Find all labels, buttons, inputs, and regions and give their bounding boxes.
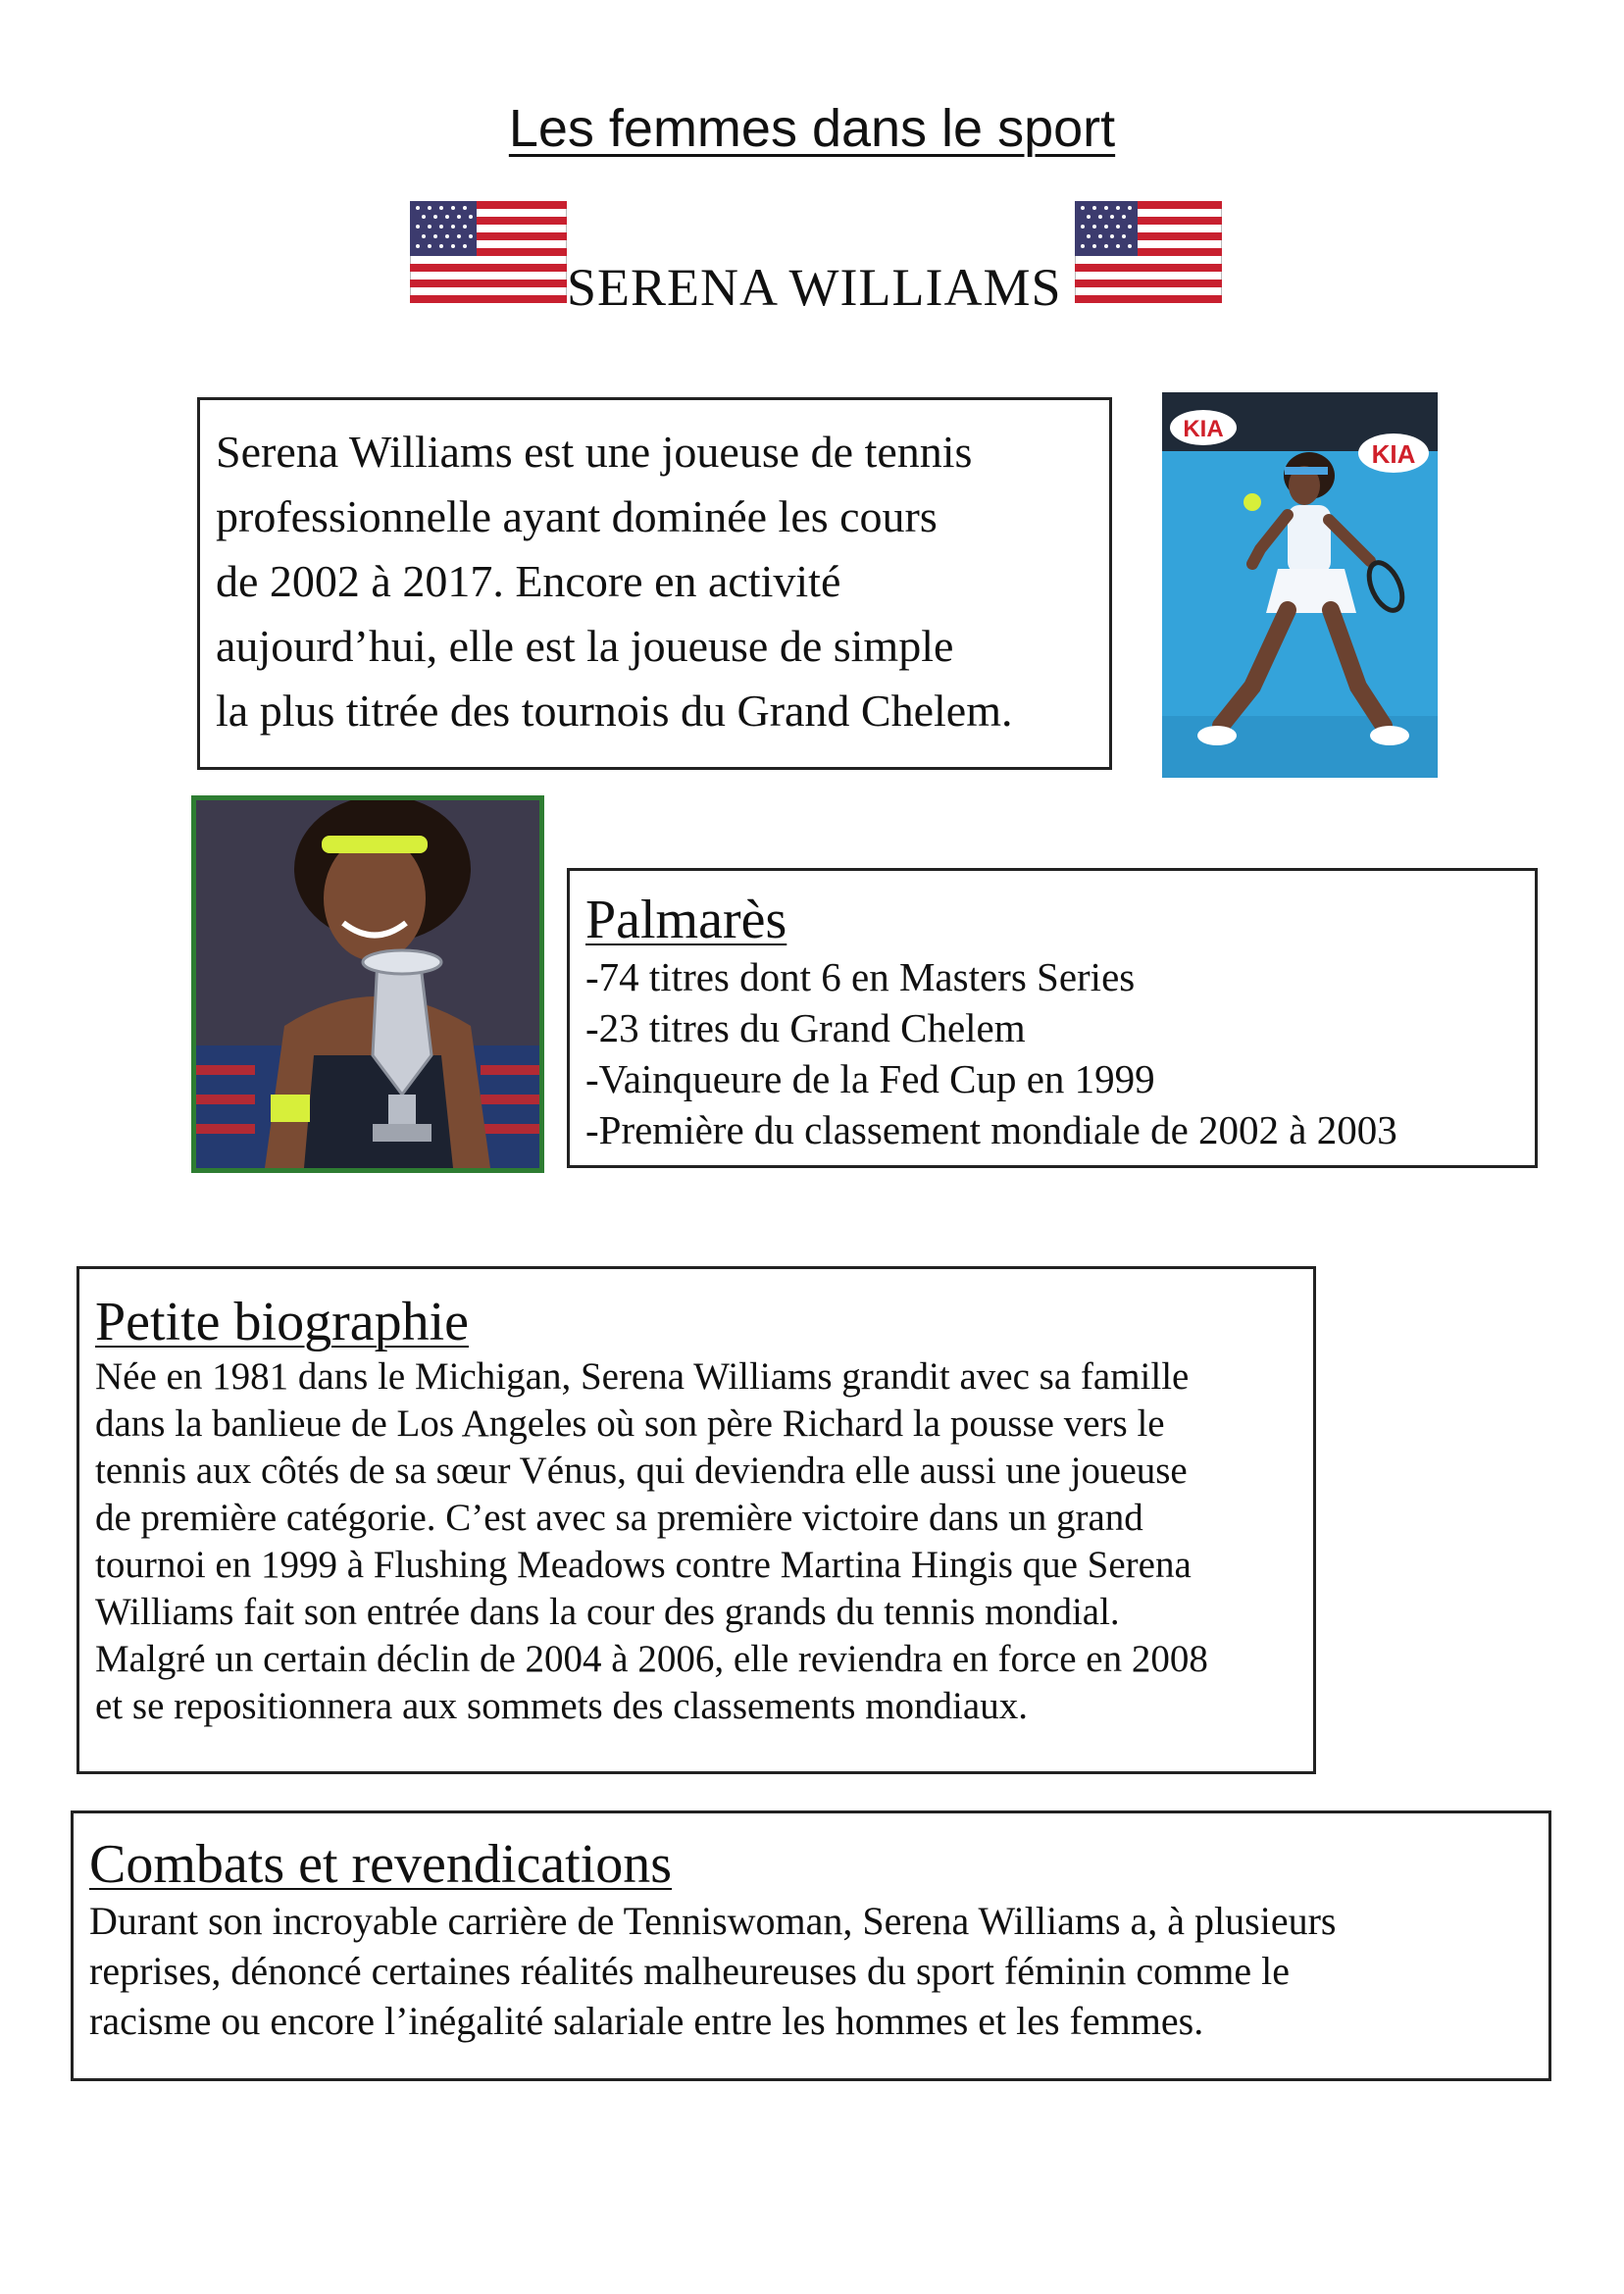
intro-box [197, 397, 1112, 770]
svg-text:KIA: KIA [1371, 439, 1416, 469]
biography-heading: Petite biographie [95, 1292, 470, 1352]
tennis-action-photo [1162, 392, 1438, 778]
page-title: Les femmes dans le sport [508, 99, 1116, 158]
list-item: -74 titres dont 6 en Masters Series [585, 954, 1136, 999]
fights-box [71, 1810, 1551, 2081]
list-item: -Vainqueure de la Fed Cup en 1999 [585, 1056, 1155, 1101]
fights-text: Durant son incroyable carrière de Tenniswoman, Serena Williams a, à plusieurs reprises, dénoncé certaines réalités malheureuses du sport féminin comme le racisme ou encore l’inégalité salariale entre les hommes et les femmes. [89, 1899, 1337, 2043]
palmares-list [585, 951, 1519, 1155]
fights-heading: Combats et revendications [89, 1834, 673, 1895]
intro-text: Serena Williams est une joueuse de tennis professionnelle ayant dominée les cours de 2002 à 2017. Encore en activité aujourd’hui, elle est la joueuse de simple la plus titrée des tournois du Grand Chelem. [216, 427, 1013, 736]
list-item: -Première du classement mondiale de 2002 à 2003 [585, 1107, 1397, 1152]
palmares-box [567, 868, 1538, 1168]
list-item: -23 titres du Grand Chelem [585, 1005, 1026, 1050]
athlete-name: SERENA WILLIAMS [567, 258, 1062, 317]
palmares-heading: Palmarès [585, 890, 787, 950]
us-flag-icon [1075, 201, 1222, 303]
biography-text: Née en 1981 dans le Michigan, Serena Williams grandit avec sa famille dans la banlieue de Los Angeles où son père Richard la pousse vers le tennis aux côtés de sa sœur Vénus, qui deviendra elle aussi une joueuse de première catégorie. C’est avec sa première victoire dans un grand tournoi en 1999 à Flushing Meadows contre Martina Hingis que Serena Williams fait son entrée dans la cour des grands du tennis mondial. Malgré un certain déclin de 2004 à 2006, elle reviendra en force en 2008 et se repositionnera aux sommets des classements mondiaux. [95, 1355, 1208, 1727]
svg-text:KIA: KIA [1183, 416, 1224, 442]
us-flag-icon [410, 201, 567, 303]
trophy-photo [191, 795, 544, 1173]
biography-box [76, 1266, 1316, 1774]
